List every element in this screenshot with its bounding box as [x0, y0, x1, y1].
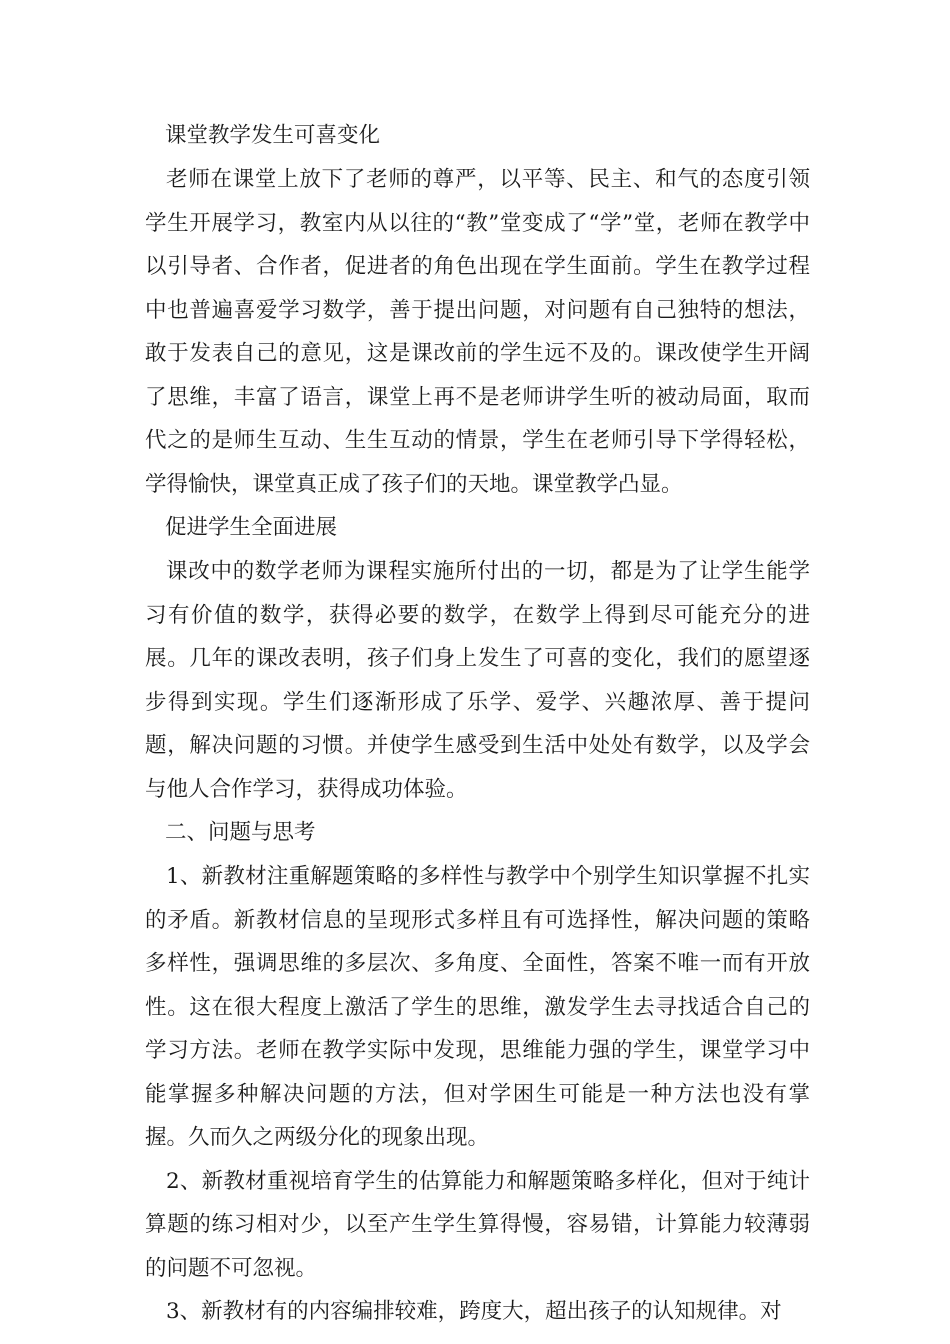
paragraph: 课改中的数学老师为课程实施所付出的一切，都是为了让学生能学习有价值的数学，获得必要的数学，在数学上得到尽可能充分的进展。几年的课改表明，孩子们身上发生了可喜的变化，我们的愿望逐步得到实现。学生们逐渐形成了乐学、爱学、兴趣浓厚、善于提问题，解决问题的习惯。并使学生感受到生活中处处有数学，以及学会与他人合作学习，获得成功体验。 — [145, 559, 810, 802]
paragraph: 1、新教材注重解题策略的多样性与教学中个别学生知识掌握不扎实的矛盾。新教材信息的呈现形式多样且有可选择性，解决问题的策略多样性，强调思维的多层次、多角度、全面性，答案不唯一而有开放性。这在很大程度上激活了学生的思维，激发学生去寻找适合自己的学习方法。老师在教学实际中发现，思维能力强的学生，课堂学习中能掌握多种解决问题的方法，但对学困生可能是一种方法也没有掌握。久而久之两级分化的现象出现。 — [145, 864, 810, 1150]
section-heading: 促进学生全面进展 — [165, 515, 338, 540]
section-heading: 二、问题与思考 — [165, 820, 316, 845]
document-body — [145, 114, 810, 1334]
section-heading: 课堂教学发生可喜变化 — [165, 123, 381, 148]
paragraph: 3、新教材有的内容编排较难，跨度大，超出孩子的认知规律。对 — [166, 1299, 782, 1324]
paragraph: 老师在课堂上放下了老师的尊严，以平等、民主、和气的态度引领学生开展学习，教室内从以往的“教”堂变成了“学”堂，老师在教学中以引导者、合作者，促进者的角色出现在学生面前。学生在教学过程中也普遍喜爱学习数学，善于提出问题，对问题有自己独特的想法，敢于发表自己的意见，这是课改前的学生远不及的。课改使学生开阔了思维，丰富了语言，课堂上再不是老师讲学生听的被动局面，取而代之的是师生互动、生生互动的情景，学生在老师引导下学得轻松，学得愉快，课堂真正成了孩子们的天地。课堂教学凸显。 — [145, 167, 810, 497]
paragraph: 2、新教材重视培育学生的估算能力和解题策略多样化，但对于纯计算题的练习相对少，以至产生学生算得慢，容易错，计算能力较薄弱的问题不可忽视。 — [145, 1168, 810, 1281]
